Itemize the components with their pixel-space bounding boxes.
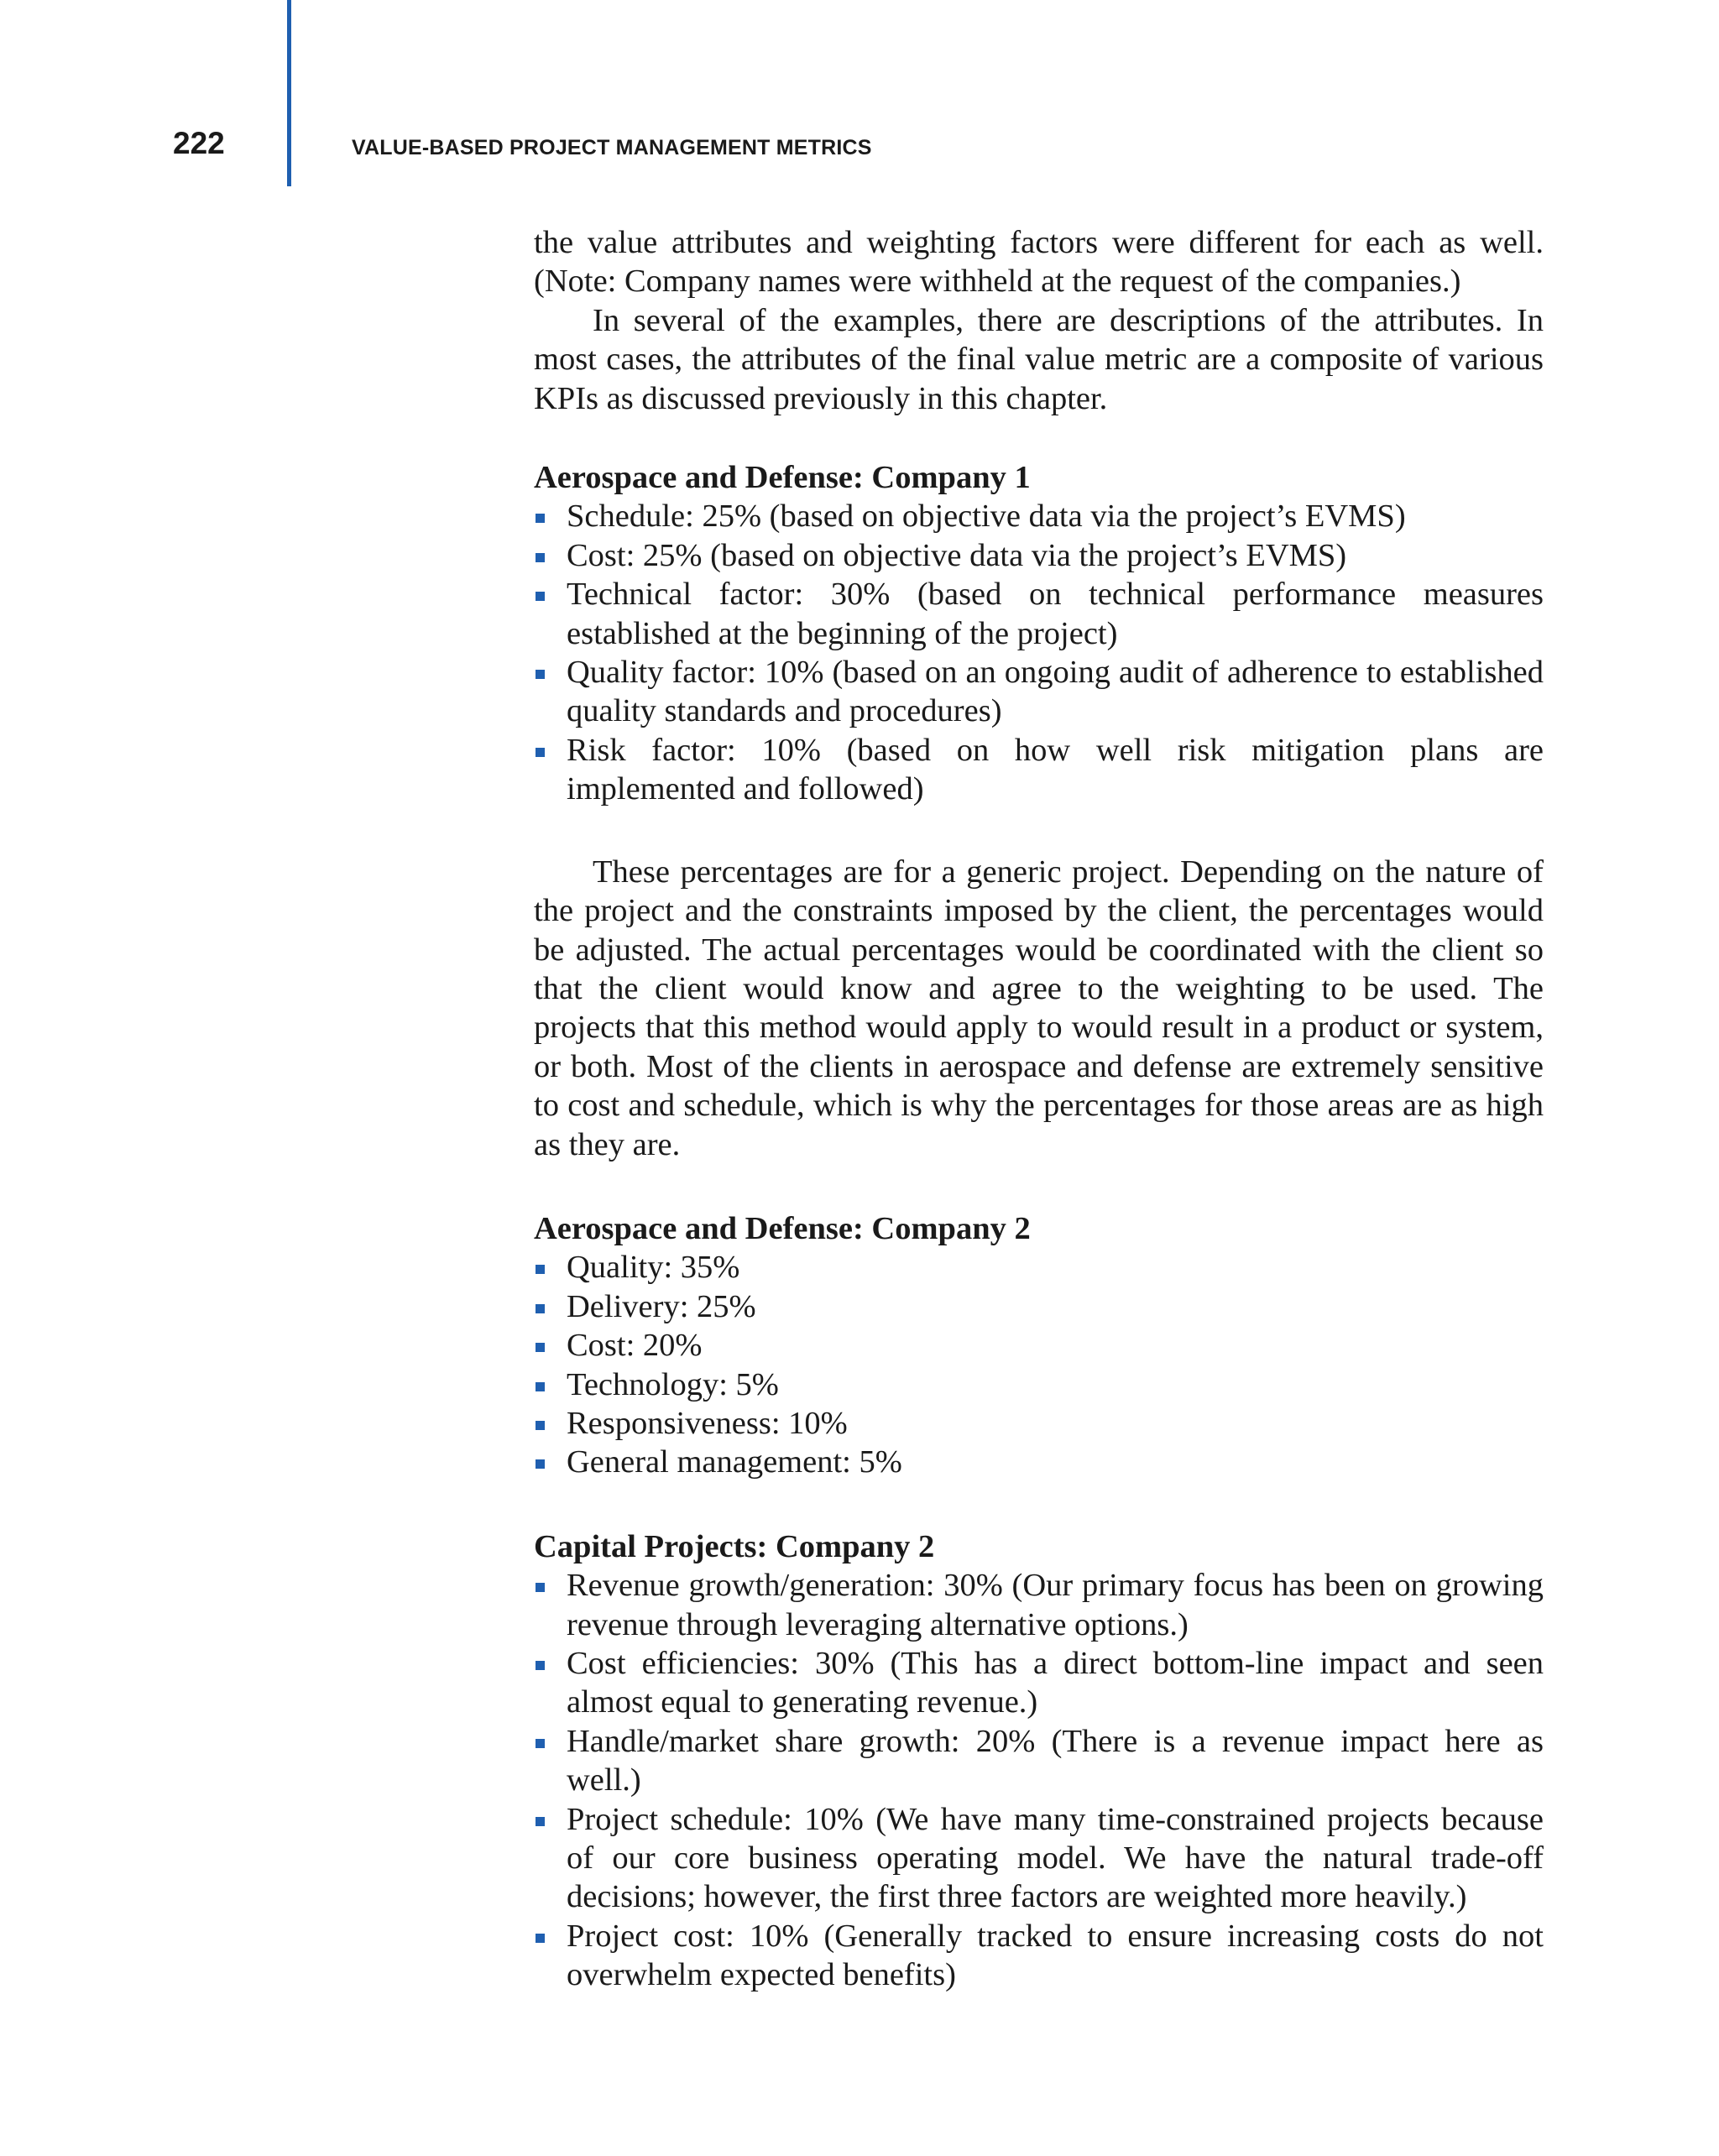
list-item <box>534 1404 1544 1443</box>
intro-paragraph-2: In several of the examples, there are descriptions of the attributes. In most cases, the attributes of the final value metric are a composite of various KPIs as discussed previously in this chapter. <box>534 302 1544 416</box>
square-bullet-icon <box>536 1459 545 1469</box>
weighting-list-aerospace-company-2 <box>534 1248 1544 1481</box>
list-item-text: Risk factor: 10% (based on how well risk mitigation plans are implemented and followed) <box>567 732 1544 807</box>
square-bullet-icon <box>536 1739 545 1748</box>
header-rule <box>287 0 291 186</box>
square-bullet-icon <box>536 1661 545 1670</box>
square-bullet-icon <box>536 1304 545 1313</box>
square-bullet-icon <box>536 514 545 523</box>
running-title: VALUE-BASED PROJECT MANAGEMENT METRICS <box>352 136 872 159</box>
square-bullet-icon <box>536 748 545 757</box>
body-paragraph-generic-project: These percentages are for a generic project. Depending on the nature of the project and the constraints imposed by the client, the percentages would be adjusted. The actual percentages would be coordinated with the client so that the client would know and agree to the weighting to be used. The projects that this method would apply to would result in a product or system, or both. Most of the clients in aerospace and defense are extremely sensitive to cost and schedule, which is why the percentages for those areas are as high as they are. <box>534 854 1544 1162</box>
list-item <box>534 1326 1544 1365</box>
list-item-text: Project cost: 10% (Generally tracked to ensure increasing costs do not overwhelm expected benefits) <box>567 1918 1544 1993</box>
list-item <box>534 1365 1544 1404</box>
list-item <box>534 1443 1544 1481</box>
list-item-text: Cost: 25% (based on objective data via the project’s EVMS) <box>567 537 1347 573</box>
list-item-text: Cost efficiencies: 30% (This has a direct bottom-line impact and seen almost equal to generating revenue.) <box>567 1646 1544 1720</box>
list-item <box>534 1800 1544 1917</box>
list-item-text: Handle/market share growth: 20% (There is a revenue impact here as well.) <box>567 1723 1544 1798</box>
list-item-text: Cost: 20% <box>567 1328 703 1364</box>
list-item-text: General management: 5% <box>567 1444 902 1480</box>
page-body <box>534 223 1544 1995</box>
list-item-text: Project schedule: 10% (We have many time-constrained projects because of our core business operating model. We have the natural trade-off decisions; however, the first three factors are weighted more heavily.) <box>567 1801 1544 1915</box>
list-item-text: Quality factor: 10% (based on an ongoing audit of adherence to established quality standards and procedures) <box>567 655 1544 729</box>
weighting-list-aerospace-company-1 <box>534 497 1544 808</box>
list-item-text: Quality: 35% <box>567 1250 740 1286</box>
square-bullet-icon <box>536 1382 545 1391</box>
list-item <box>534 536 1544 575</box>
square-bullet-icon <box>536 1934 545 1943</box>
list-item <box>534 731 1544 809</box>
section-heading-aerospace-company-2: Aerospace and Defense: Company 2 <box>534 1210 1031 1246</box>
list-item <box>534 1644 1544 1722</box>
page-number: 222 <box>173 126 225 160</box>
list-item <box>534 653 1544 731</box>
square-bullet-icon <box>536 1265 545 1274</box>
list-item <box>534 1917 1544 1995</box>
intro-paragraph-1: the value attributes and weighting factors were different for each as well. (Note: Company names were withheld at the request of the companies.) <box>534 225 1544 300</box>
square-bullet-icon <box>536 1583 545 1592</box>
section-heading-aerospace-company-1: Aerospace and Defense: Company 1 <box>534 460 1031 496</box>
list-item-text: Delivery: 25% <box>567 1288 756 1324</box>
square-bullet-icon <box>536 1343 545 1352</box>
list-item-text: Revenue growth/generation: 30% (Our primary focus has been on growing revenue through leveraging alternative options.) <box>567 1568 1544 1642</box>
list-item <box>534 1287 1544 1326</box>
list-item <box>534 1566 1544 1644</box>
section-heading-capital-projects-company-2: Capital Projects: Company 2 <box>534 1528 935 1564</box>
weighting-list-capital-projects-company-2 <box>534 1566 1544 1994</box>
square-bullet-icon <box>536 1421 545 1430</box>
square-bullet-icon <box>536 553 545 562</box>
list-item <box>534 497 1544 535</box>
square-bullet-icon <box>536 1817 545 1826</box>
list-item-text: Schedule: 25% (based on objective data via the project’s EVMS) <box>567 499 1406 535</box>
list-item <box>534 575 1544 653</box>
square-bullet-icon <box>536 670 545 679</box>
list-item <box>534 1248 1544 1287</box>
list-item-text: Technology: 5% <box>567 1366 779 1402</box>
list-item-text: Responsiveness: 10% <box>567 1405 848 1441</box>
list-item <box>534 1722 1544 1800</box>
list-item-text: Technical factor: 30% (based on technical performance measures established at the beginning of the project) <box>567 577 1544 651</box>
square-bullet-icon <box>536 592 545 601</box>
